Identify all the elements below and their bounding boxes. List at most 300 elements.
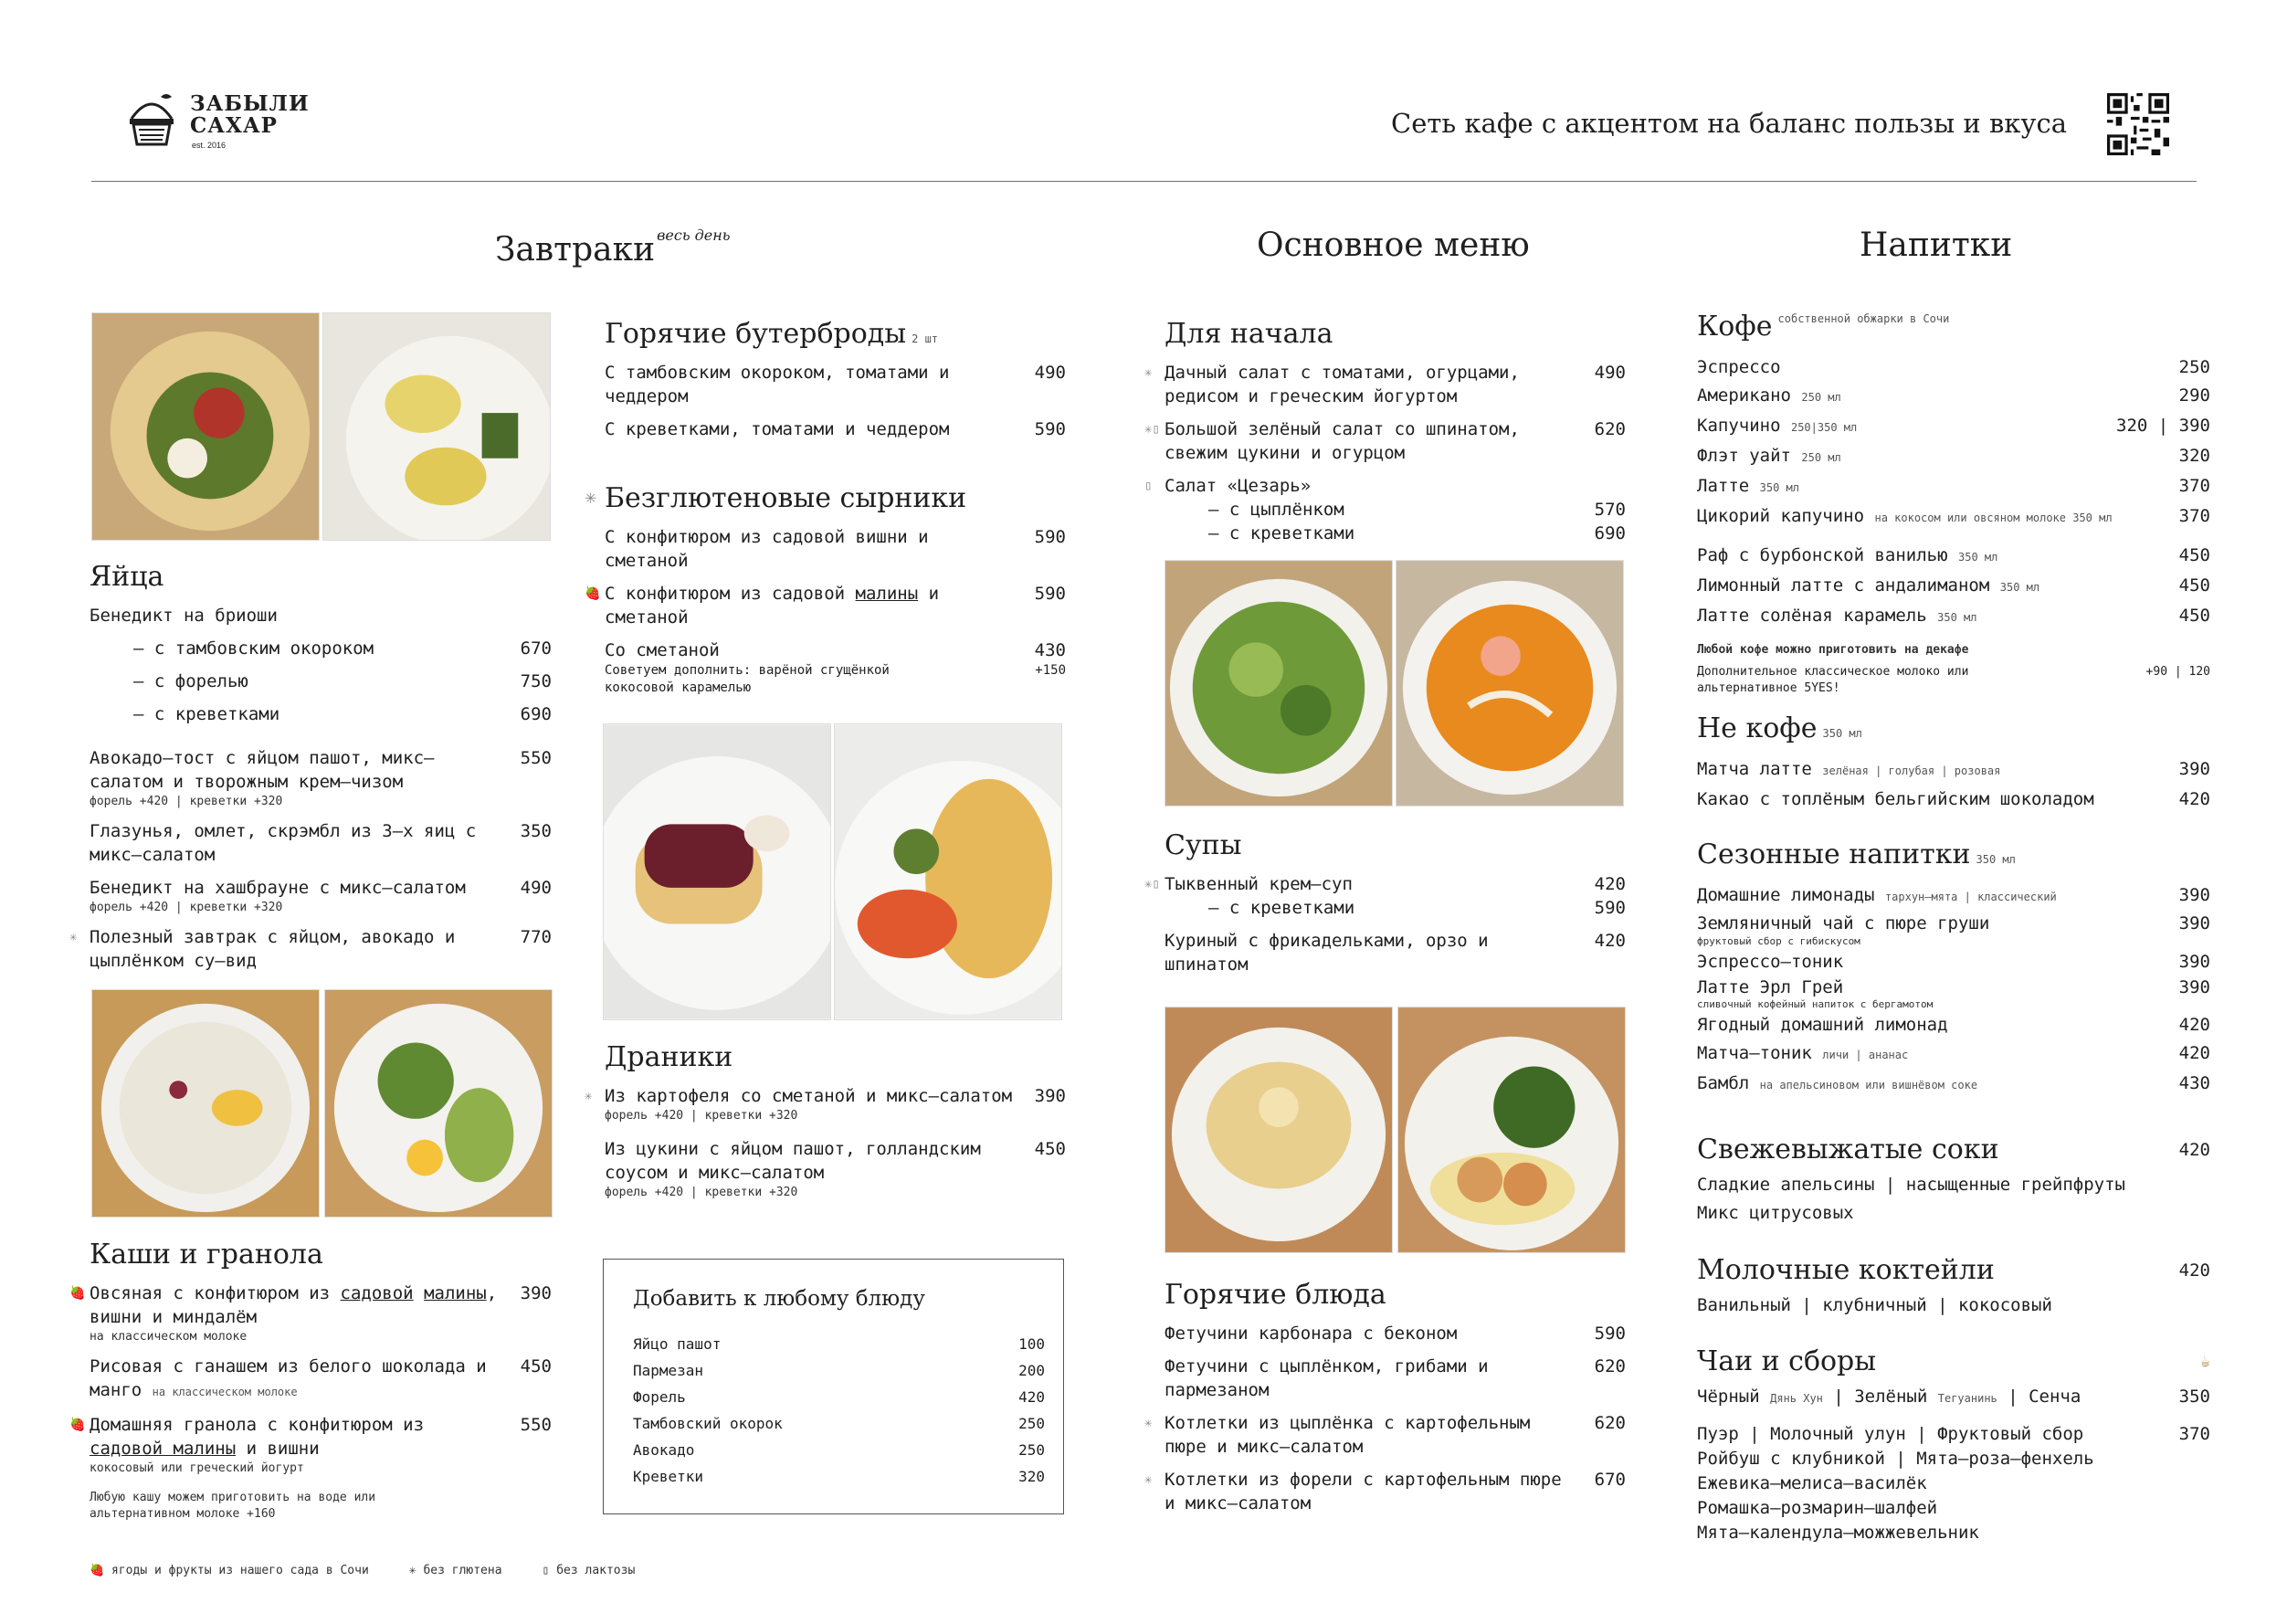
coffee-note: собственной обжарки в Сочи [1777, 312, 1950, 325]
item-name [1697, 755, 2179, 786]
item-name [1697, 881, 2179, 912]
oat-text-a: Овсяная с конфитюром из [90, 1283, 341, 1303]
item-price: 250 [1018, 1415, 1045, 1432]
item-price: 320 | 390 [2116, 416, 2210, 436]
item-name: Тыквенный крем–суп [1165, 874, 1353, 894]
menu-row [90, 876, 552, 900]
item-name [1697, 1070, 2179, 1100]
item-name: Мята–календула–можжевельник [1697, 1523, 1979, 1543]
logo-text [190, 93, 310, 137]
item-name: Со сметаной [605, 640, 720, 660]
menu-row [1165, 929, 1626, 976]
tea-header [1697, 1345, 2210, 1377]
caesar-header [1144, 474, 1626, 498]
heading-breakfast [495, 227, 730, 269]
coffee-vol: 350 мл [1999, 581, 2040, 594]
menu-row [1697, 382, 2210, 412]
coffee-vol: 350 мл [1958, 551, 1998, 564]
draniki-title: Драники [605, 1041, 733, 1073]
menu-row [1697, 1011, 2210, 1039]
menu-row [1697, 755, 2210, 786]
porridge-title: Каши и гранола [90, 1239, 323, 1271]
item-name: – с тамбовским окороком [133, 638, 374, 659]
berries-icon: 🍓 [90, 1564, 105, 1577]
item-name [1697, 382, 2179, 412]
menu-row [1165, 1355, 1626, 1402]
logo[interactable] [126, 82, 309, 155]
item-name: – с цыплёнком [1208, 500, 1344, 520]
seasonal-title-text: Сезонные напитки [1697, 838, 1971, 870]
item-name: Латте Эрл Грей [1697, 977, 1844, 997]
item-name [1697, 442, 2179, 472]
benedict-label: Бенедикт на бриоши [90, 606, 278, 626]
syrniki-underline: малины [855, 584, 919, 604]
photo-carbonara [1165, 1007, 1393, 1253]
coffee-vol: 350 мл [1937, 611, 1977, 624]
item-sub: на классическом молоке [90, 1330, 248, 1344]
legend-gluten-text: без глютена [423, 1564, 502, 1577]
item-price: 420 [1594, 931, 1626, 951]
item-name: Яйцо пашот [633, 1335, 722, 1353]
menu-row [633, 1410, 1045, 1437]
item-name: Тамбовский окорок [633, 1415, 783, 1432]
item-name: С креветками, томатами и чеддером [605, 419, 950, 439]
item-name: Пуэр | Молочный улун | Фруктовый сбор [1697, 1424, 2084, 1444]
menu-row [1697, 881, 2210, 912]
photo-syrniki [603, 723, 831, 1020]
gran-text-b: и вишни [236, 1439, 320, 1459]
menu-row [1697, 472, 2210, 502]
syrniki-text-b: и сметаной [605, 584, 940, 627]
item-price: 420 [2178, 1140, 2210, 1160]
item-sub: форель +420 | креветки +320 [605, 1109, 798, 1123]
section-shakes [1697, 1254, 2210, 1320]
coffee-title-text: Кофе [1697, 311, 1773, 343]
menu-row [1165, 1322, 1626, 1345]
addons-title: Добавить к любому блюду [633, 1287, 925, 1311]
menu-row [1697, 353, 2210, 382]
menu-row [1697, 442, 2210, 472]
item-name: Глазунья, омлет, скрэмбл из 3–х яиц с микс–салатом [90, 821, 477, 865]
item-name: Микс цитрусовых [1697, 1203, 1854, 1223]
item-price: 550 [520, 1415, 552, 1435]
item-price: 590 [1034, 527, 1066, 547]
logo-est: est. 2016 [192, 141, 227, 150]
section-hot [1144, 1279, 1626, 1515]
item-price: 590 [1594, 898, 1626, 918]
logo-line1: ЗАБЫЛИ [190, 91, 310, 116]
notcoffee-note: 350 мл [1822, 727, 1862, 740]
gran-text-a: Домашняя гранола с конфитюром из [90, 1415, 425, 1435]
legend-berries-text: ягоды и фрукты из нашего сада в Сочи [111, 1564, 369, 1577]
item-price: 620 [1594, 1356, 1626, 1376]
tagline: Сеть кафе с акцентом на баланс пользы и вкуса [1391, 108, 2067, 139]
item-sub: форель +420 | креветки +320 [90, 795, 283, 808]
item-name: Куриный с фрикадельками, орзо и шпинатом [1165, 931, 1489, 975]
menu-row [1697, 912, 2210, 935]
item-price: 750 [520, 671, 552, 691]
drink-name: Матча латте [1697, 759, 1812, 779]
item-price: 320 [2178, 446, 2210, 466]
item-price: 570 [1594, 500, 1626, 520]
item-price: 590 [1594, 1323, 1626, 1344]
coffee-name: Раф с бурбонской ванилью [1697, 545, 1948, 565]
item-name [90, 1355, 521, 1404]
menu-row [69, 1413, 552, 1461]
syrniki-title [585, 482, 1066, 514]
section-syrniki [585, 482, 1066, 697]
item-price: 430 [2178, 1073, 2210, 1093]
item-sub: форель +420 | креветки +320 [90, 901, 283, 914]
juices-title: Свежевыжатые соки [1697, 1134, 1999, 1165]
item-sub: фруктовый сбор с гибискусом [1697, 935, 1860, 947]
heading-breakfast-text: Завтраки [495, 231, 656, 269]
item-name: Дополнительное классическое молоко или альтернативное 5YES! [1697, 665, 1969, 695]
menu-row [605, 1137, 1066, 1185]
photo-benedict [322, 312, 551, 541]
item-name: Из цукини с яйцом пашот, голландским соусом и микс–салатом [605, 1139, 981, 1183]
photo-pumpkin-soup [1396, 560, 1624, 807]
heading-breakfast-sup: весь день [657, 227, 731, 244]
item-name: Котлетки из цыплёнка с картофельным пюре и микс–салатом [1165, 1413, 1531, 1457]
menu-row [633, 1437, 1045, 1463]
item-price: 370 [2178, 1424, 2210, 1444]
menu-row [1144, 361, 1626, 408]
qr-code-icon[interactable] [2107, 93, 2169, 155]
item-name [1697, 472, 2179, 502]
coffee-vol: 250 мл [1801, 391, 1841, 404]
item-name: Ванильный | клубничный | кокосовый [1697, 1295, 2052, 1315]
coffee-name: Латте солёная карамель [1697, 606, 1927, 626]
item-name: С тамбовским окороком, томатами и чеддером [605, 363, 950, 406]
sandwiches-title [605, 318, 1066, 350]
item-name: Дачный салат с томатами, огурцами, редисом и греческим йогуртом [1165, 363, 1520, 406]
item-name: Бенедикт на хашбрауне с микс–салатом [90, 878, 466, 898]
item-price: 350 [520, 821, 552, 841]
juices-header [1697, 1134, 2210, 1165]
section-juices [1697, 1134, 2210, 1228]
menu-row [1697, 1521, 2210, 1545]
item-price: 620 [1594, 1413, 1626, 1433]
section-porridge [69, 1239, 552, 1523]
item-price: 390 [2178, 885, 2210, 905]
menu-row [90, 746, 552, 794]
item-price: 390 [2178, 913, 2210, 933]
menu-row [1144, 872, 1626, 896]
section-sandwiches [605, 318, 1066, 441]
coffee-name: Латте [1697, 476, 1750, 496]
legend-gluten [409, 1564, 502, 1577]
item-price: 690 [520, 704, 552, 724]
gluten-free-icon: ✳ [1144, 1416, 1153, 1430]
starters-title: Для начала [1165, 318, 1333, 350]
menu-row [1697, 1292, 2210, 1320]
item-name: Ройбуш с клубникой | Мята–роза–фенхель [1697, 1449, 2094, 1469]
menu-row [605, 662, 1066, 697]
heading-main: Основное меню [1257, 227, 1530, 264]
section-soups [1144, 829, 1626, 976]
item-price: 370 [2178, 476, 2210, 496]
item-name: Какао с топлёным бельгийским шоколадом [1697, 789, 2094, 809]
menu-row [1144, 417, 1626, 465]
menu-row [1697, 1039, 2210, 1070]
legend-berries [90, 1564, 369, 1577]
item-price: 430 [1034, 640, 1066, 660]
menu-row [1697, 542, 2210, 572]
berries-icon: 🍓 [585, 586, 601, 601]
item-price: 320 [1018, 1468, 1045, 1485]
item-name: Большой зелёный салат со шпинатом, свежим цукини и огурцом [1165, 419, 1520, 463]
menu-row [1697, 976, 2210, 998]
shakes-title: Молочные коктейли [1697, 1254, 1995, 1286]
item-price: 490 [520, 878, 552, 898]
legend [90, 1564, 635, 1577]
menu-row [69, 925, 552, 973]
drink-note: на апельсиновом или вишнёвом соке [1759, 1079, 1978, 1091]
drink-name: Домашние лимонады [1697, 885, 1875, 905]
item-price: 250 [2178, 357, 2210, 377]
item-price: 670 [520, 638, 552, 659]
item-name: Советуем дополнить: варёной сгущёнкой кокосовой карамелью [605, 663, 890, 695]
item-name: Ягодный домашний лимонад [1697, 1015, 1948, 1035]
item-price: 490 [1034, 363, 1066, 383]
benedict-header [90, 604, 552, 627]
item-price: 550 [520, 748, 552, 768]
menu-row [1697, 1422, 2210, 1447]
item-name [1697, 572, 2179, 602]
tea-title: Чаи и сборы [1697, 1345, 1877, 1377]
photo-green-salad [1165, 560, 1393, 807]
item-price: 670 [1594, 1470, 1626, 1490]
item-price: 450 [520, 1356, 552, 1376]
menu-row [90, 637, 552, 660]
menu-row [605, 638, 1066, 662]
section-coffee [1697, 311, 2210, 697]
soups-title: Супы [1165, 829, 1242, 861]
item-price: 200 [1018, 1362, 1045, 1379]
shakes-header [1697, 1254, 2210, 1286]
item-price: 450 [1034, 1139, 1066, 1159]
item-name [1697, 353, 2179, 382]
legend-lactose-text: без лактозы [556, 1564, 636, 1577]
item-name [90, 1413, 521, 1461]
item-price: 770 [520, 927, 552, 947]
item-price: 390 [2178, 977, 2210, 997]
drink-name: Бамбл [1697, 1073, 1750, 1093]
menu-row [1697, 1171, 2210, 1199]
menu-row [1165, 522, 1626, 545]
notcoffee-title-text: Не кофе [1697, 712, 1818, 744]
menu-row [1697, 602, 2210, 632]
menu-row [633, 1357, 1045, 1384]
item-price: 390 [2178, 759, 2210, 779]
gluten-lactose-free-icon: ✳▯ [1144, 422, 1160, 437]
coffee-name: Цикорий капучино [1697, 506, 1865, 526]
coffee-name: Лимонный латте с андалиманом [1697, 575, 1990, 596]
section-starters [1144, 318, 1626, 545]
item-price: 490 [1594, 363, 1626, 383]
menu-row [1697, 664, 2210, 697]
item-price: 100 [1018, 1335, 1045, 1353]
item-price: 620 [1594, 419, 1626, 439]
menu-row [1697, 1070, 2210, 1100]
item-price: 420 [1594, 874, 1626, 894]
item-name [90, 1281, 521, 1329]
menu-row [1165, 498, 1626, 522]
item-price: 420 [2178, 1015, 2210, 1035]
item-name: Фетучини карбонара с беконом [1165, 1323, 1458, 1344]
photo-cutlets [1397, 1007, 1626, 1253]
menu-row [1697, 1471, 2210, 1496]
item-name: С конфитюром из садовой вишни и сметаной [605, 527, 929, 571]
coffee-vol: на кокосом или овсяном молоке 350 мл [1874, 511, 2113, 524]
header [91, 73, 2197, 183]
item-price: +90 | 120 [2145, 665, 2210, 679]
notcoffee-title [1697, 712, 2210, 744]
teapot-icon: ☕ [2200, 1352, 2210, 1371]
photo-avocado-bowl [324, 989, 553, 1218]
gluten-free-icon: ✳ [69, 930, 78, 944]
sandwiches-title-text: Горячие бутерброды [605, 318, 907, 350]
item-name: Форель [633, 1388, 686, 1406]
item-name: – с креветками [1208, 523, 1355, 543]
item-price: 390 [2178, 952, 2210, 972]
seasonal-note: 350 мл [1976, 853, 2016, 866]
menu-row [1697, 1383, 2210, 1413]
item-name: – с креветками [1208, 898, 1355, 918]
syrniki-text-a: С конфитюром из садовой [605, 584, 856, 604]
item-name: Ежевика–мелиса–василёк [1697, 1473, 1927, 1493]
menu-row [1697, 502, 2210, 533]
decaf-note: Любой кофе можно приготовить на декафе [1697, 643, 1969, 657]
menu-row [1697, 948, 2210, 976]
photo-porridge [91, 989, 320, 1218]
oat-underline-2: малины [424, 1283, 487, 1303]
item-price: 420 [2178, 1260, 2210, 1281]
item-name: – с креветками [133, 704, 280, 724]
menu-row [605, 417, 1066, 441]
item-name: Эспрессо–тоник [1697, 952, 1844, 972]
item-price: 390 [1034, 1086, 1066, 1106]
gran-underline: садовой малины [90, 1439, 237, 1459]
drink-name: Матча–тоник [1697, 1043, 1812, 1063]
item-name [1697, 1383, 2179, 1413]
porridge-note: Любую кашу можем приготовить на воде или альтернативном молоке +160 [90, 1491, 376, 1521]
gluten-free-icon: ✳ [408, 1564, 416, 1577]
drink-note: тархун–мята | классический [1884, 891, 2057, 903]
tea-sencha: | Сенча [2008, 1387, 2081, 1407]
item-price: 290 [2178, 385, 2210, 406]
item-name: Полезный завтрак с яйцом, авокадо и цыплёнком су–вид [90, 927, 456, 971]
oat-underline-1: садовой [340, 1283, 414, 1303]
item-price: 590 [1034, 584, 1066, 604]
item-name [1697, 602, 2179, 632]
tea-green-note: Тегуанинь [1937, 1392, 1997, 1405]
photo-avocado-toast [91, 312, 320, 541]
item-sub: форель +420 | креветки +320 [605, 1186, 798, 1199]
gluten-free-icon: ✳ [585, 1089, 593, 1103]
berries-icon: 🍓 [69, 1418, 86, 1432]
section-eggs [69, 561, 552, 973]
section-notcoffee [1697, 712, 2210, 814]
item-price: 370 [2178, 506, 2210, 526]
menu-row [1697, 572, 2210, 602]
menu-row [90, 1355, 552, 1404]
item-name: Фетучини с цыплёнком, грибами и пармезаном [1165, 1356, 1489, 1400]
item-name [605, 582, 1035, 629]
tea-black-note: Дянь Хун [1770, 1392, 1823, 1405]
item-price: +150 [1035, 663, 1066, 678]
item-sub: кокосовый или греческий йогурт [90, 1461, 304, 1475]
drink-note: личи | ананас [1822, 1049, 1909, 1061]
section-draniki [585, 1041, 1066, 1201]
item-price: 420 [2178, 789, 2210, 809]
seasonal-title [1697, 838, 2210, 870]
basket-logo-icon [126, 91, 177, 150]
section-seasonal [1697, 838, 2210, 1100]
oat-text-b: , вишни и миндалём [90, 1283, 498, 1327]
item-name [1697, 1039, 2179, 1070]
item-price: 390 [520, 1283, 552, 1303]
heading-drinks: Напитки [1860, 227, 2013, 264]
item-sub: сливочный кофейный напиток с бергамотом [1697, 998, 1934, 1010]
menu-row [1144, 1411, 1626, 1459]
menu-row [90, 670, 552, 693]
hot-title: Горячие блюда [1165, 1279, 1386, 1311]
berries-icon: 🍓 [69, 1286, 86, 1301]
menu-row [1697, 1496, 2210, 1521]
item-name: Ромашка–розмарин–шалфей [1697, 1498, 1938, 1518]
item-price: 450 [2178, 575, 2210, 596]
item-name: Креветки [633, 1468, 704, 1485]
menu-row [1697, 786, 2210, 814]
coffee-name: Эспрессо [1697, 357, 1781, 377]
item-price: 690 [1594, 523, 1626, 543]
menu-row [633, 1384, 1045, 1410]
menu-row [1697, 412, 2210, 442]
menu-row [90, 702, 552, 726]
item-name: Из картофеля со сметаной и микс–салатом [605, 1086, 1013, 1106]
coffee-name: Американо [1697, 385, 1791, 406]
drink-note: зелёная | голубая | розовая [1822, 765, 2001, 777]
lactose-free-icon: ▯ [1144, 479, 1153, 493]
item-name: Пармезан [633, 1362, 704, 1379]
tea-black: Чёрный [1697, 1387, 1760, 1407]
item-price: 450 [2178, 606, 2210, 626]
gluten-lactose-free-icon: ✳▯ [1144, 877, 1160, 891]
item-price: 590 [1034, 419, 1066, 439]
menu-row [69, 1281, 552, 1329]
menu-row [90, 819, 552, 867]
logo-line2: САХАР [190, 113, 278, 138]
menu-row [585, 582, 1066, 629]
eggs-title: Яйца [90, 561, 164, 593]
item-price: 350 [2178, 1387, 2210, 1407]
item-name: Земляничный чай с пюре груши [1697, 913, 1990, 933]
tea-green: | Зелёный [1833, 1387, 1928, 1407]
item-name: – с форелью [133, 671, 248, 691]
item-price: 450 [2178, 545, 2210, 565]
item-name [1697, 542, 2179, 572]
menu-row [1144, 1468, 1626, 1515]
syrniki-title-text: Безглютеновые сырники [605, 482, 967, 514]
coffee-vol: 250|350 мл [1790, 421, 1858, 434]
item-price: 250 [1018, 1441, 1045, 1459]
menu-row [1697, 1199, 2210, 1228]
item-name: Авокадо–тост с яйцом пашот, микс–салатом и творожным крем–чизом [90, 748, 435, 792]
item-price: 420 [1018, 1388, 1045, 1406]
rice-text: Рисовая с ганашем из белого шоколада и манго [90, 1356, 487, 1400]
